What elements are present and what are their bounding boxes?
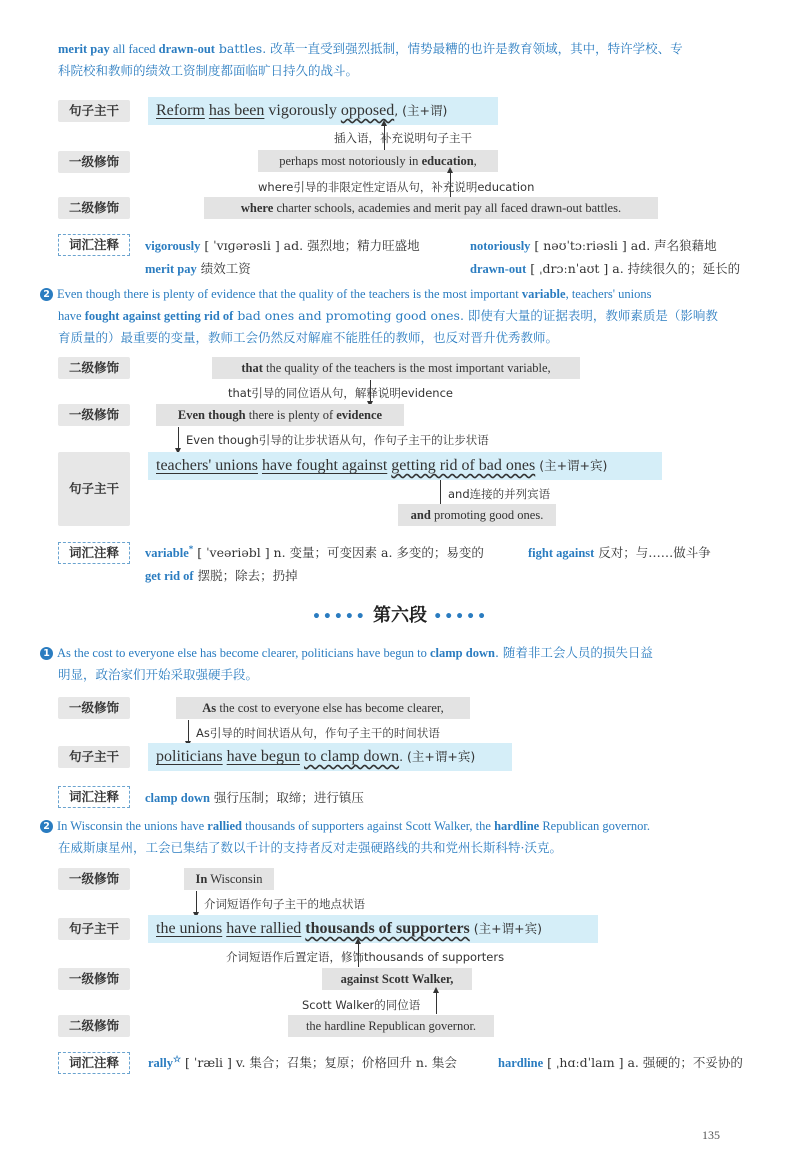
label-level2: 二级修饰 [58, 357, 130, 379]
annotation-note: 介词短语作句子主干的地点状语 [204, 897, 365, 911]
label-level2: 二级修饰 [58, 197, 130, 219]
level2-modifier: that the quality of the teachers is the most important variable, [212, 357, 580, 379]
vocab-entry: hardline [ ˌhɑːdˈlaɪn ] a. 强硬的；不妥协的 [498, 1055, 743, 1070]
sentence-number-badge: 2 [40, 820, 53, 833]
annotation-note: where引导的非限定性定语从句，补充说明education [258, 180, 535, 194]
vocab-entry: get rid of 摆脱；除去；扔掉 [145, 568, 298, 583]
arrow-down [188, 720, 189, 742]
level1-modifier: As the cost to everyone else has become clearer, [176, 697, 470, 719]
paragraph-continuation: merit pay all faced drawn-out battles. 改革一直受到强烈抵制，情势最糟的也许是教育领域，其中，特许学校、专 科院校和教师的绩效工资制度都面临旷日持久的战斗。 [58, 41, 683, 78]
label-level1: 一级修饰 [58, 404, 130, 426]
label-level2: 二级修饰 [58, 1015, 130, 1037]
level2-modifier: where charter schools, academies and merit pay all faced drawn-out battles. [204, 197, 658, 219]
arrow-down [178, 427, 179, 449]
level2-modifier: the hardline Republican governor. [288, 1015, 494, 1037]
annotation-note: and连接的并列宾语 [448, 487, 551, 501]
annotation-note: Scott Walker的同位语 [302, 998, 421, 1012]
label-main-clause: 句子主干 [58, 918, 130, 940]
level1-modifier: against Scott Walker, [322, 968, 472, 990]
vocab-entry: drawn-out [ ˌdrɔːnˈaʊt ] a. 持续很久的；延长的 [470, 261, 741, 276]
vocab-label: 词汇注释 [58, 234, 130, 256]
annotation-note: 插入语，补充说明句子主干 [334, 131, 472, 145]
connector-line [440, 480, 441, 504]
level1-modifier: Even though there is plenty of evidence [156, 404, 404, 426]
page-number: 135 [702, 1128, 720, 1142]
vocab-entry: notoriously [ nəʊˈtɔːriəsli ] ad. 声名狼藉地 [470, 238, 717, 253]
sentence-6-1: 1 As the cost to everyone else has become clearer, politicians have begun to clamp down. 随着非工会人员的损失日益 明显，政治家们开始采取强硬手段。 [40, 642, 653, 686]
annotation-note: that引导的同位语从句，解释说明evidence [228, 386, 453, 400]
label-level1: 一级修饰 [58, 151, 130, 173]
level1-modifier: In Wisconsin [184, 868, 274, 890]
level1-modifier: perhaps most notoriously in education, [258, 150, 498, 172]
vocab-entry: fight against 反对；与……做斗争 [528, 545, 711, 560]
vocab-entry: merit pay 绩效工资 [145, 261, 251, 276]
section-heading: ••••• 第六段 ••••• [311, 605, 489, 626]
annotation-note: As引导的时间状语从句，作句子主干的时间状语 [196, 726, 440, 740]
main-clause: politicians have begun to clamp down. (主+谓+宾) [148, 743, 512, 771]
main-clause: teachers' unions have fought against getting rid of bad ones (主+谓+宾) [148, 452, 662, 480]
sentence-2: 2 Even though there is plenty of evidence that the quality of the teachers is the most important variable, teachers' unions have fought against getting rid of bad ones and promoting good ones. 即使有大量的证据表明，教师素质是（影响教 育质量的）最重要的变量，教师工会仍然反对解雇不能胜任的教师，也反对晋升优秀教师。 [40, 283, 718, 349]
label-level1: 一级修饰 [58, 868, 130, 890]
main-clause: the unions have rallied thousands of supporters (主+谓+宾) [148, 915, 598, 943]
sentence-number-badge: 1 [40, 647, 53, 660]
main-clause: Reform has been vigorously opposed, (主+谓) [148, 97, 498, 125]
arrow-down [196, 891, 197, 913]
vocab-entry: rally☆ [ ˈræli ] v. 集合；召集；复原；价格回升 n. 集会 [148, 1054, 457, 1070]
parallel-object: and promoting good ones. [398, 504, 556, 526]
label-main-clause: 句子主干 [58, 100, 130, 122]
vocab-label: 词汇注释 [58, 786, 130, 808]
arrow-up [436, 992, 437, 1014]
label-level1: 一级修饰 [58, 697, 130, 719]
sentence-number-badge: 2 [40, 288, 53, 301]
vocab-label: 词汇注释 [58, 1052, 130, 1074]
annotation-note: Even though引导的让步状语从句，作句子主干的让步状语 [186, 433, 489, 447]
vocab-entry: variable* [ ˈveəriəbl ] n. 变量；可变因素 a. 多变的；易变的 [145, 544, 484, 560]
label-level1: 一级修饰 [58, 968, 130, 990]
vocab-entry: clamp down 强行压制；取缔；进行镇压 [145, 790, 364, 805]
annotation-note: 介词短语作后置定语，修饰thousands of supporters [226, 950, 505, 964]
vocab-entry: vigorously [ ˈvɪɡərəsli ] ad. 强烈地；精力旺盛地 [145, 238, 420, 253]
label-main-clause: 句子主干 [58, 452, 130, 526]
label-main-clause: 句子主干 [58, 746, 130, 768]
sentence-6-2: 2 In Wisconsin the unions have rallied thousands of supporters against Scott Walker, the hardline Republican governor. 在威斯康星州，工会已集结了数以千计的支持者反对走强硬路线的共和党州长斯科特·沃克。 [40, 815, 650, 859]
vocab-label: 词汇注释 [58, 542, 130, 564]
